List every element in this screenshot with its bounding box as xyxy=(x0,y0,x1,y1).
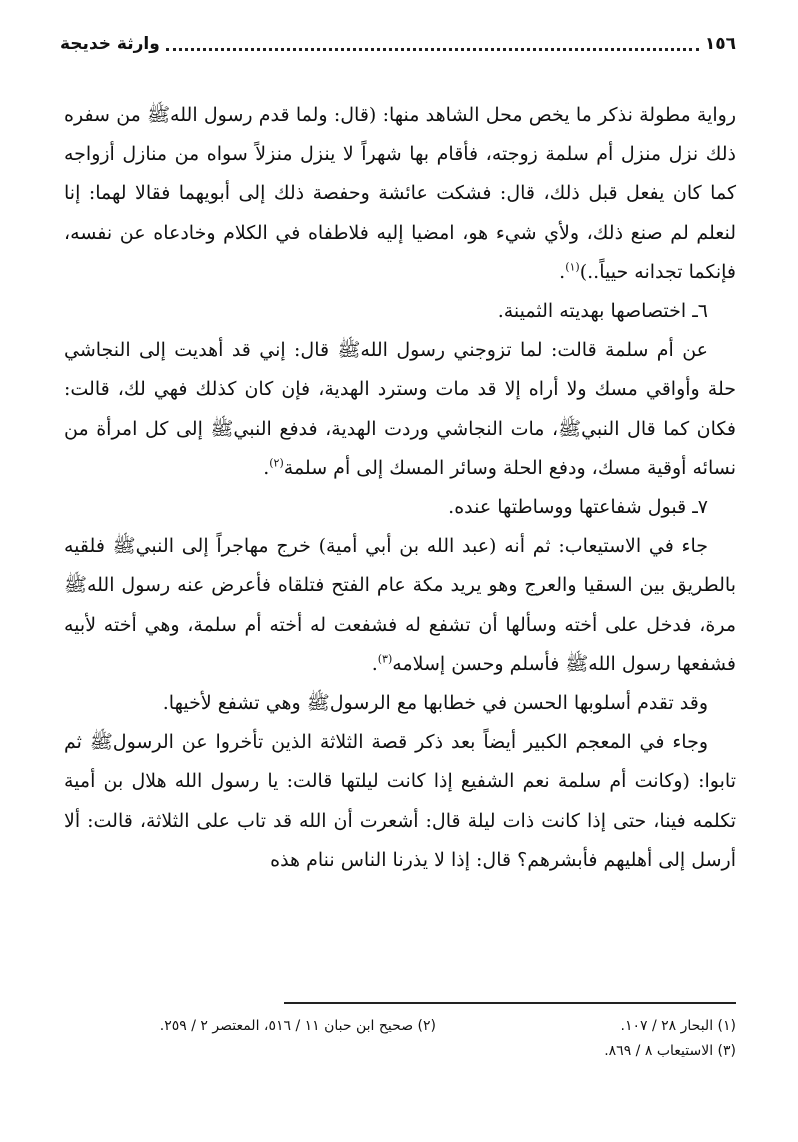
page-header xyxy=(60,30,736,58)
page-number: ١٥٦ xyxy=(704,34,736,54)
footnote-separator xyxy=(284,1002,736,1004)
header-dot-leader xyxy=(166,48,699,51)
footnotes xyxy=(60,1014,736,1064)
main-text xyxy=(64,96,736,880)
footnote-2: (٢) صحيح ابن حبان ١١ / ٥١٦، المعتصر ٢ / ٢٥٩. xyxy=(159,1018,436,1034)
paragraph-style: وقد تقدم أسلوبها الحسن في خطابها مع الرسولﷺ وهي تشفع لأخيها. xyxy=(162,692,708,715)
footnote-1: (١) البحار ٢٨ / ١٠٧. xyxy=(620,1018,736,1034)
paragraph-gift: عن أم سلمة قالت: لما تزوجني رسول اللهﷺ قال: إني قد أهديت إلى النجاشي حلة وأواقي مسك ولا أراه إلا قد مات وسترد الهدية، فإن كان كذلك فهي لك، قالت: فكان كما قال النبيﷺ، مات النجاشي وردت الهدية، فدفع النبيﷺ إلى كل امرأة من نسائه أوقية مسك، ودفع الحلة وسائر المسك إلى أم سلمة$^{(٢)}$. xyxy=(64,339,736,479)
paragraph-istiab: جاء في الاستيعاب: ثم أنه (عبد الله بن أبي أمية) خرج مهاجراً إلى النبيﷺ فلقيه بالطريق بين السقيا والعرج وهو يريد مكة عام الفتح فتلقاه فأعرض عنه رسول اللهﷺ مرة، فدخل على أخته وسألها أن تشفع له فشفعت له أخته أم سلمة، وهي أخته لأبيه فشفعها رسول اللهﷺ فأسلم وحسن إسلامه$^{(٣)}$. xyxy=(64,535,736,675)
paragraph-mujam: وجاء في المعجم الكبير أيضاً بعد ذكر قصة الثلاثة الذين تأخروا عن الرسولﷺ ثم تابوا: (وكانت أم سلمة نعم الشفيع إذا كانت ليلتها قالت: يا رسول الله هلال بن أمية تكلمه فينا، حتى إذا كانت ذات ليلة قال: أشعرت أن الله قد تاب على الثلاثة، قالت: ألا أرسل إلى أهليهم فأبشرهم؟ قال: إذا لا يذرنا الناس ننام هذه xyxy=(64,731,736,871)
footnote-ref-3[interactable]: (٣) xyxy=(377,652,393,666)
section-heading-6: ٦ـ اختصاصها بهديته الثمينة. xyxy=(497,300,708,323)
paragraph-narration: رواية مطولة نذكر ما يخص محل الشاهد منها: (قال: ولما قدم رسول اللهﷺ من سفره ذلك نزل منزل أم سلمة زوجته، فأقام بها شهراً لا ينزل منزلاً سواه من منازل أزواجه كما كان يفعل قبل ذلك، قال: فشكت عائشة وحفصة ذلك إلى أبويهما فقالا لهما: إنا لنعلم لم صنع ذلك، ولأي شيء هو، امضيا إليه فلاطفاه في الكلام وخادعاه عن نفسه، فإنكما تجدانه حيياً..)$^{(١)}$. xyxy=(64,104,736,283)
footnote-ref-2[interactable]: (٢) xyxy=(269,456,284,470)
footnote-ref-1[interactable]: (١) xyxy=(565,260,580,274)
section-heading-7: ٧ـ قبول شفاعتها ووساطتها عنده. xyxy=(448,496,708,519)
footnote-row xyxy=(60,1014,736,1039)
running-title: وارثة خديجة xyxy=(60,34,160,54)
footnote-row xyxy=(60,1039,736,1064)
footnote-3: (٣) الاستيعاب ٨ / ٨٦٩. xyxy=(604,1043,736,1059)
